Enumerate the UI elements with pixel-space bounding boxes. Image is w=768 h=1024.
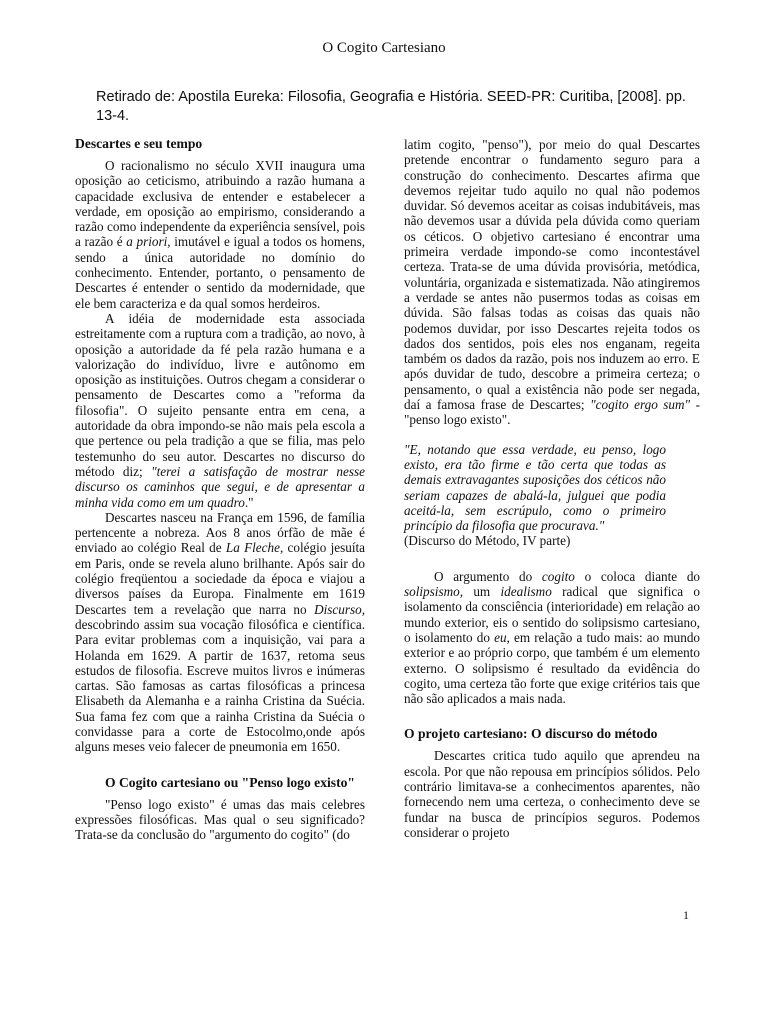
source-citation: Retirado de: Apostila Eureka: Filosofia, Geografia e História. SEED-PR: Curitiba, [2008]. pp. 13-4.	[96, 89, 686, 124]
paragraph-penso-logo-existo: "Penso logo existo" é umas das mais celebres expressões filosóficas. Mas qual o seu significado? Trata-se da conclusão do "argumento do cogito" (do	[75, 796, 365, 843]
paragraph-racionalismo: O racionalismo no século XVII inaugura uma oposição ao ceticismo, atribuindo a razão humana a capacidade exclusiva de entender e estabelecer a verdade, em oposição ao empirismo, considerando a razão como independente da experiência sensível, pois a razão é a priori, imutável e igual a todos os homens, sendo a única autoridade no domínio do conhecimento. Entender, portanto, o pensamento de Descartes é entender o sentido da modernidade, que ele bem caracteriza e da qual somos herdeiros.	[75, 158, 365, 311]
paragraph-discurso-metodo: Descartes critica tudo aquilo que aprendeu na escola. Por que não repousa em princípios sólidos. Pelo contrário limitava-se a conhecimentos aparentes, não fornecendo nem uma certeza, o conhecimento deve se fundar na busca de princípios seguros. Podemos considerar o projeto	[404, 748, 700, 840]
section-heading-descartes-e-seu-tempo: Descartes e seu tempo	[75, 136, 203, 151]
quote-citation: (Discurso do Método, IV parte)	[404, 533, 571, 549]
section-heading-projeto-cartesiano: O projeto cartesiano: O discurso do método	[404, 726, 658, 742]
paragraph-modernidade: A idéia de modernidade esta associada estreitamente com a ruptura com a tradição, ao novo, à oposição a autoridade da fé pela razão humana e a valorização do indivíduo, livre e autônomo em oposição as instituições. Outros chegam a considerar o pensamento de Descartes como a "reforma da filosofia". O sujeito pensante entra em cena, a autoridade da obra impondo-se não mais pela escola a que pertence ou pela tradição a que se filia, mas pelo testemunho do seu autor. Descartes no discurso do método diz; "terei a satisfação de mostrar nesse discurso os caminhos que segui, e de apresentar a minha vida como em um quadro."	[75, 310, 365, 510]
paragraph-solipsismo: O argumento do cogito o coloca diante do solipsismo, um idealismo radical que significa o isolamento da consciência (interioridade) em relação ao mundo exterior, eis o sentido do solipsismo cartesiano, o isolamento do eu, em relação a tudo mais: ao mundo exterior e ao próprio corpo, que também é um elemento externo. O solipsismo é resultado da evidência do cogito, uma certeza tão forte que exige critérios tais que não são aplicados a mais nada.	[404, 568, 701, 707]
paragraph-biografia: Descartes nasceu na França em 1596, de família pertencente a nobreza. Aos 8 anos órfão de mãe é enviado ao colégio Real de La Fleche, colégio jesuíta em Paris, onde se revela aluno brilhante. Após sair do colégio freqüentou a sociedade da época e viajou a diversos países da Europa. Finalmente em 1619 Descartes tem a revelação que narra no Discurso, descobrindo assim sua vocação filosófica e científica. Para evitar problemas com a inquisição, vai para a Holanda em 1629. A partir de 1637, retoma seus estudos de filosofia. Escreve muitos livros e inúmeras cartas. São famosas as cartas filosóficas a princesa Elisabeth da Alemanha e a rainha Cristina da Suécia. Sua fama fez com que a rainha Cristina da Suécia o convidasse para a corte de Estocolmo,onde após alguns meses veio falecer de pneumonia em 1650.	[75, 509, 366, 755]
left-column	[75, 136, 365, 842]
paragraph-argumento-cogito: latim cogito, "penso"), por meio do qual Descartes pretende encontrar o fundamento seguro para a construção do conhecimento. Descartes afirma que devemos rejeitar tudo aquilo no qual não podemos duvidar. Só devemos aceitar as coisas indubitáveis, mas não devemos usar a dúvida pela dúvida como queriam os céticos. O objetivo cartesiano é encontrar uma primeira verdade impondo-se como incontestável certeza. Trata-se de uma dúvida provisória, metódica, voluntária, organizada e sistematizada. Não atingiremos a verdade se antes não pusermos todas as coisas em dúvida. São falsas todas as coisas das quais não podemos duvidar, por isso Descartes rejeita todos os dados dos sentidos, pois eles nos enganam, regeita também os dados da razão, pois nos induzem ao erro. E após duvidar de tudo, descobre a primeira certeza; o pensamento, o qual a existência não pode ser negada, daí a famosa frase de Descartes; "cogito ergo sum" - "penso logo existo".	[404, 137, 700, 428]
section-heading-cogito-cartesiano: O Cogito cartesiano ou "Penso logo existo"	[105, 774, 355, 790]
block-quote-discurso: "E, notando que essa verdade, eu penso, logo existo, era tão firme e tão certa que todas as demais extravagantes suposições dos céticos não seriam capazes de abalá-la, julguei que podia aceitá-la, sem escrúpulo, como o primeiro princípio da filosofia que procurava."	[404, 441, 666, 534]
right-column	[404, 137, 700, 840]
document-title: O Cogito Cartesiano	[322, 40, 446, 56]
page-number: 1	[683, 908, 689, 922]
